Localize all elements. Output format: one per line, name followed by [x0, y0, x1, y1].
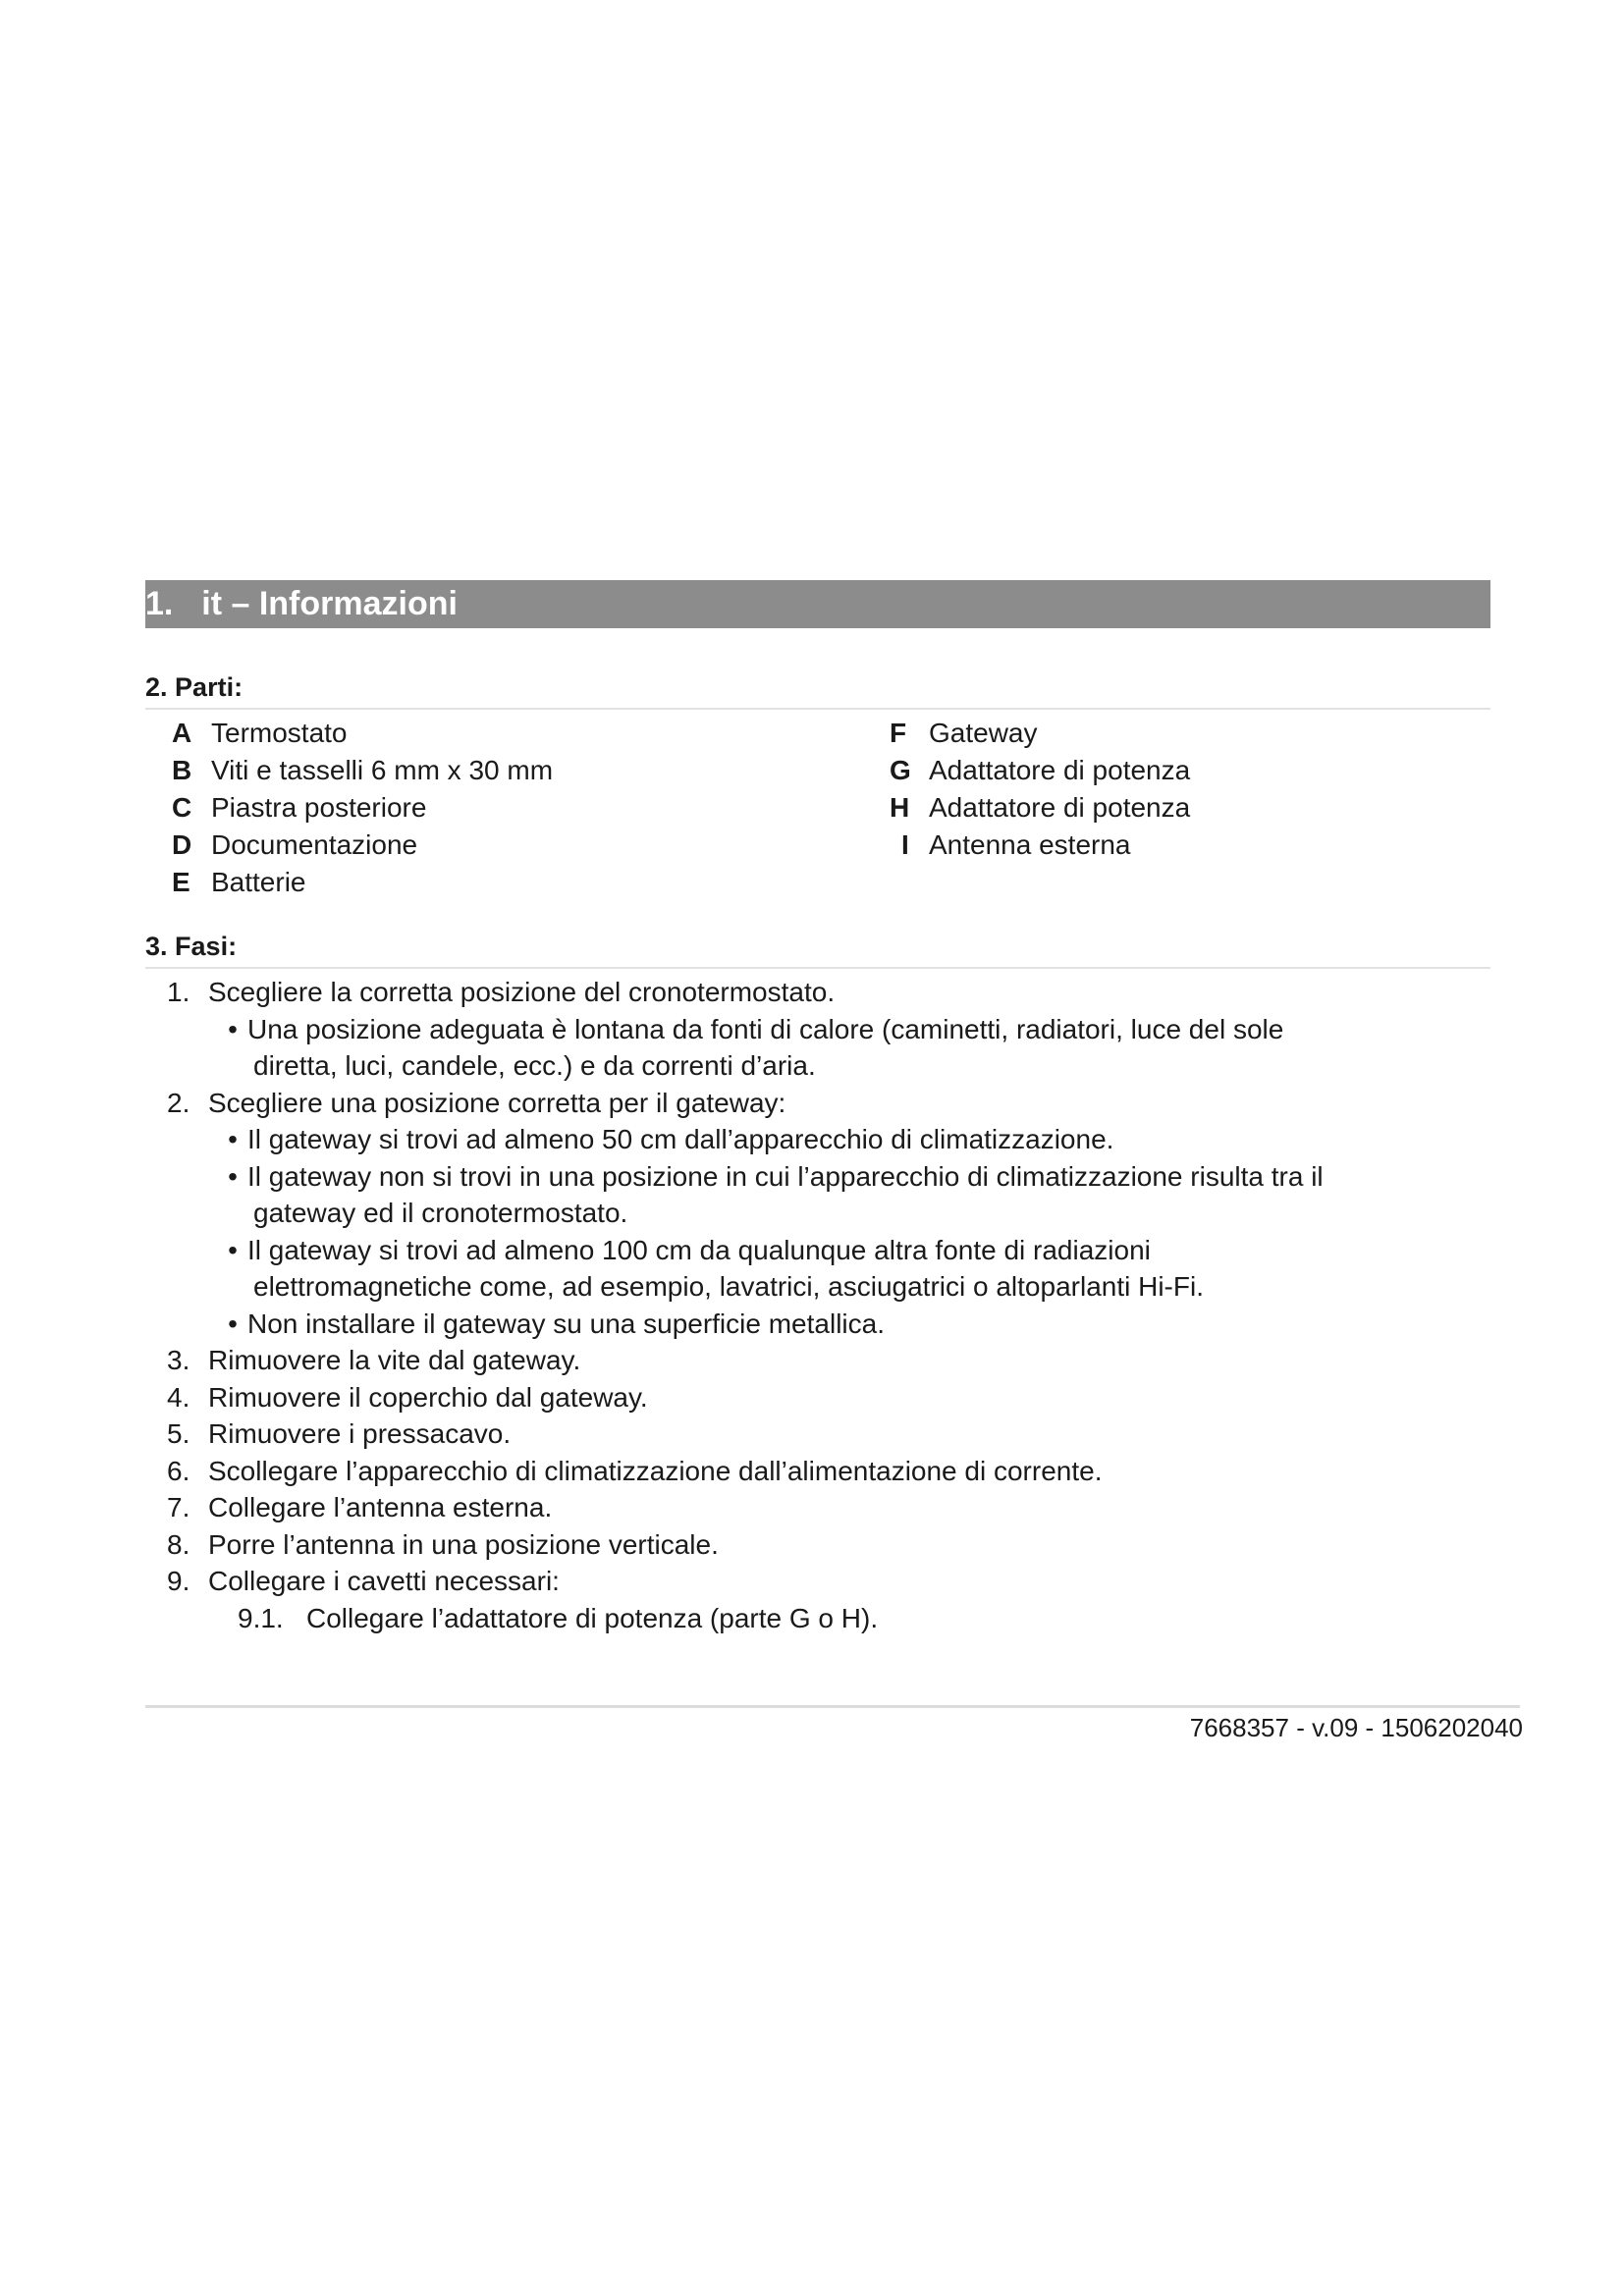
part-item	[172, 827, 553, 864]
step-text: Scegliere una posizione corretta per il gateway:	[208, 1087, 786, 1118]
bullet-continuation: diretta, luci, candele, ecc.) e da correnti d’aria.	[253, 1050, 816, 1081]
heading-text: Parti:	[175, 672, 244, 702]
part-letter: H	[890, 792, 910, 823]
bullet-text: Non installare il gateway su una superficie metallica.	[247, 1308, 885, 1339]
step-text: Rimuovere i pressacavo.	[208, 1418, 512, 1449]
bullet-item	[167, 1011, 1502, 1048]
step-item	[167, 1085, 1502, 1122]
step-item	[167, 1342, 1502, 1379]
step-number: 4.	[167, 1381, 190, 1413]
section-title: it – Informazioni	[201, 585, 458, 622]
step-number: 5.	[167, 1418, 190, 1449]
part-letter: D	[172, 829, 192, 860]
part-letter: B	[172, 755, 192, 785]
parts-list-right	[890, 715, 1190, 864]
bullet-glyph: •	[228, 1160, 238, 1192]
part-letter: F	[890, 718, 907, 748]
step-item	[167, 1453, 1502, 1490]
step-number: 1.	[167, 977, 190, 1007]
heading-number: 3.	[145, 932, 168, 961]
part-text: Piastra posteriore	[211, 792, 427, 823]
substep-item	[167, 1600, 1502, 1637]
divider	[145, 967, 1490, 969]
part-letter: E	[172, 867, 190, 897]
substep-text: Collegare l’adattatore di potenza (parte G o H).	[306, 1602, 879, 1633]
bullet-text: Il gateway non si trovi in una posizione in cui l’apparecchio di climatizzazione risulta tra il	[247, 1160, 1324, 1192]
step-number: 2.	[167, 1087, 190, 1118]
bullet-continuation: gateway ed il cronotermostato.	[253, 1198, 628, 1228]
step-item	[167, 974, 1502, 1011]
part-item	[172, 864, 553, 901]
step-item	[167, 1526, 1502, 1564]
step-number: 8.	[167, 1528, 190, 1560]
part-item	[890, 715, 1190, 752]
bullet-glyph: •	[228, 1013, 238, 1044]
heading-parti	[145, 670, 243, 704]
step-item	[167, 1563, 1502, 1600]
part-item	[172, 715, 553, 752]
part-text: Adattatore di potenza	[929, 792, 1191, 823]
substep-number: 9.1.	[238, 1602, 284, 1633]
part-item	[890, 789, 1190, 827]
bullet-text: Il gateway si trovi ad almeno 50 cm dall’apparecchio di climatizzazione.	[247, 1124, 1114, 1154]
steps-list	[167, 974, 1502, 1636]
part-text: Batterie	[211, 867, 306, 897]
step-text: Scollegare l’apparecchio di climatizzazione dall’alimentazione di corrente.	[208, 1455, 1103, 1486]
heading-number: 2.	[145, 672, 168, 702]
bullet-text: Una posizione adeguata è lontana da fonti di calore (caminetti, radiatori, luce del sole	[247, 1013, 1284, 1044]
bullet-continuation: elettromagnetiche come, ad esempio, lavatrici, asciugatrici o altoparlanti Hi-Fi.	[253, 1271, 1204, 1302]
part-item	[172, 752, 553, 789]
step-number: 6.	[167, 1455, 190, 1486]
bullet-text: Il gateway si trovi ad almeno 100 cm da qualunque altra fonte di radiazioni	[247, 1234, 1151, 1265]
part-letter: A	[172, 718, 192, 748]
section-number: 1.	[145, 585, 174, 622]
step-text: Scegliere la corretta posizione del cronotermostato.	[208, 977, 836, 1007]
section-banner-informazioni	[145, 580, 1490, 628]
part-text: Documentazione	[211, 829, 418, 860]
heading-text: Fasi:	[175, 932, 238, 961]
document-code: 7668357 - v.09 - 1506202040	[1189, 1713, 1523, 1742]
footer-divider	[145, 1705, 1520, 1708]
step-number: 3.	[167, 1345, 190, 1375]
bullet-item	[167, 1158, 1502, 1196]
bullet-glyph: •	[228, 1234, 238, 1265]
step-item	[167, 1415, 1502, 1453]
step-number: 9.	[167, 1566, 190, 1596]
step-text: Rimuovere la vite dal gateway.	[208, 1345, 581, 1375]
bullet-item	[167, 1121, 1502, 1158]
part-letter: I	[901, 829, 909, 860]
bullet-glyph: •	[228, 1308, 238, 1339]
part-item	[172, 789, 553, 827]
part-text: Antenna esterna	[929, 829, 1131, 860]
bullet-glyph: •	[228, 1124, 238, 1154]
step-text: Porre l’antenna in una posizione verticale.	[208, 1528, 719, 1560]
part-letter: G	[890, 755, 911, 785]
bullet-item	[167, 1232, 1502, 1269]
step-number: 7.	[167, 1492, 190, 1522]
step-text: Collegare l’antenna esterna.	[208, 1492, 553, 1522]
bullet-item	[167, 1306, 1502, 1343]
heading-fasi	[145, 930, 237, 963]
part-text: Adattatore di potenza	[929, 755, 1191, 785]
step-item	[167, 1379, 1502, 1416]
step-item	[167, 1489, 1502, 1526]
part-item	[890, 827, 1190, 864]
part-item	[890, 752, 1190, 789]
divider	[145, 708, 1490, 710]
step-text: Rimuovere il coperchio dal gateway.	[208, 1381, 648, 1413]
part-letter: C	[172, 792, 192, 823]
step-text: Collegare i cavetti necessari:	[208, 1566, 560, 1596]
part-text: Gateway	[929, 718, 1038, 748]
parts-list-left	[172, 715, 553, 901]
part-text: Termostato	[211, 718, 348, 748]
part-text: Viti e tasselli 6 mm x 30 mm	[211, 755, 554, 785]
